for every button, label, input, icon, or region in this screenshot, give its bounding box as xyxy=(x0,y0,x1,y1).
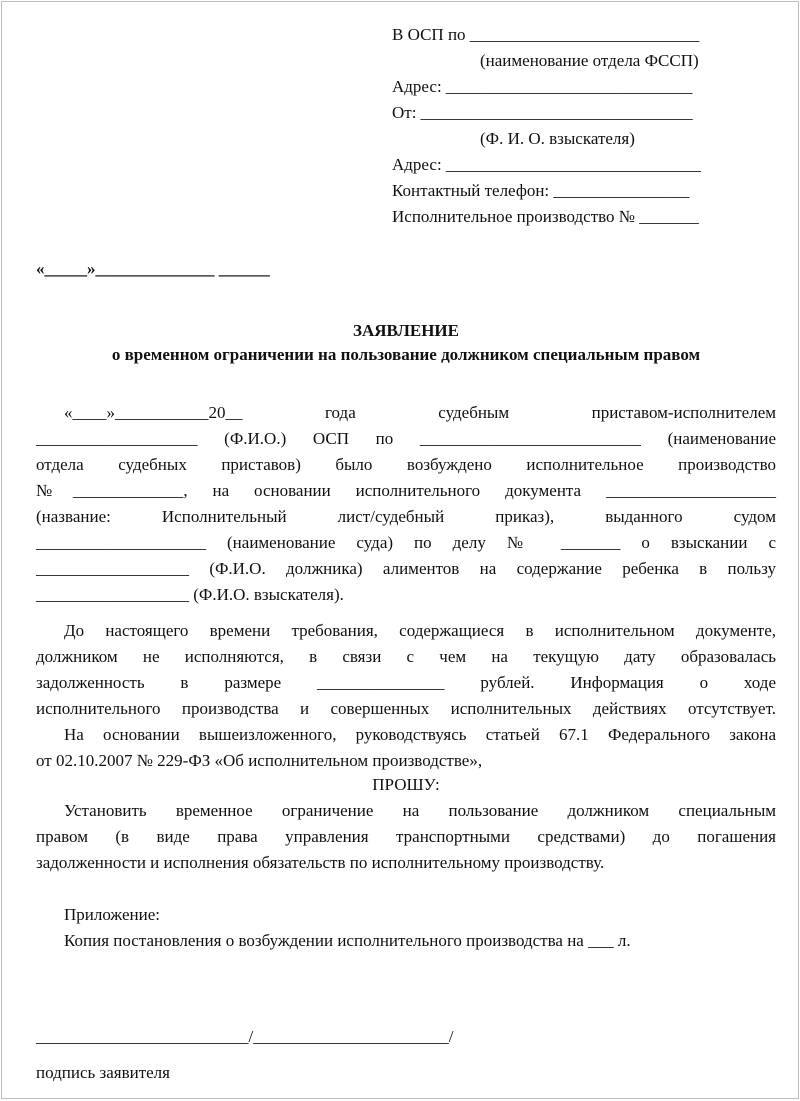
body-p3-line: от 02.10.2007 № 229-ФЗ «Об исполнительном производстве», xyxy=(36,751,483,770)
signature-caption: подпись заявителя xyxy=(36,1063,170,1082)
request-heading: ПРОШУ: xyxy=(372,775,440,794)
body-p1-line: (название: Исполнительный лист/судебный приказ), выданного судом xyxy=(36,507,776,526)
header-address: Адрес: _____________________________ xyxy=(392,77,693,96)
body-p1-line: «____»___________20__ года судебным приставом-исполнителем xyxy=(64,403,776,422)
body-p1-line: №_____________, на основании исполнительного документа ____________________ xyxy=(36,481,776,500)
body-p1-line: ____________________ (наименование суда) по делу № _______ о взыскании с xyxy=(36,533,776,552)
attachment-label: Приложение: xyxy=(64,905,160,924)
attachment-text: Копия постановления о возбуждении исполнительного производства на ___ л. xyxy=(64,931,631,950)
body-p2-line: исполнительного производства и совершенных исполнительных действиях отсутствует. xyxy=(36,699,776,718)
header-recipient: В ОСП по ___________________________ xyxy=(392,25,700,44)
header-phone: Контактный телефон: ________________ xyxy=(392,181,690,200)
body-p2-line: До настоящего времени требования, содержащиеся в исполнительном документе, xyxy=(64,621,776,640)
document-title: ЗАЯВЛЕНИЕ xyxy=(352,321,459,340)
body-p4-line: правом (в виде права управления транспортными средствами) до погашения xyxy=(36,827,776,846)
body-p2-line: должником не исполняются, в связи с чем на текущую дату образовалась xyxy=(36,647,776,666)
document-page xyxy=(1,1,799,1099)
signature-lines: _________________________/_______________________/ xyxy=(36,1027,454,1046)
header-proceeding-number: Исполнительное производство № _______ xyxy=(392,207,699,226)
body-p4-line: задолженности и исполнения обязательств по исполнительному производству. xyxy=(36,853,605,872)
header-address-2: Адрес: ______________________________ xyxy=(392,155,701,174)
document-subtitle: о временном ограничении на пользование должником специальным правом xyxy=(111,345,701,364)
header-recipient-caption: (наименование отдела ФССП) xyxy=(480,51,699,70)
body-p2-line: задолженность в размере _______________ рублей. Информация о ходе xyxy=(36,673,776,692)
date-line: «_____»______________ ______ xyxy=(36,259,270,278)
body-p3-line: На основании вышеизложенного, руководствуясь статьей 67.1 Федерального закона xyxy=(64,725,776,744)
body-p1-line: __________________ (Ф.И.О. должника) алиментов на содержание ребенка в пользу xyxy=(36,559,776,578)
body-p1-line: ___________________ (Ф.И.О.) ОСП по __________________________ (наименование xyxy=(36,429,776,448)
body-p4-line: Установить временное ограничение на пользование должником специальным xyxy=(64,801,776,820)
header-from-caption: (Ф. И. О. взыскателя) xyxy=(480,129,635,148)
body-p1-line: __________________ (Ф.И.О. взыскателя). xyxy=(36,585,344,604)
body-p1-line: отдела судебных приставов) было возбуждено исполнительное производство xyxy=(36,455,776,474)
header-from: От: ________________________________ xyxy=(392,103,693,122)
